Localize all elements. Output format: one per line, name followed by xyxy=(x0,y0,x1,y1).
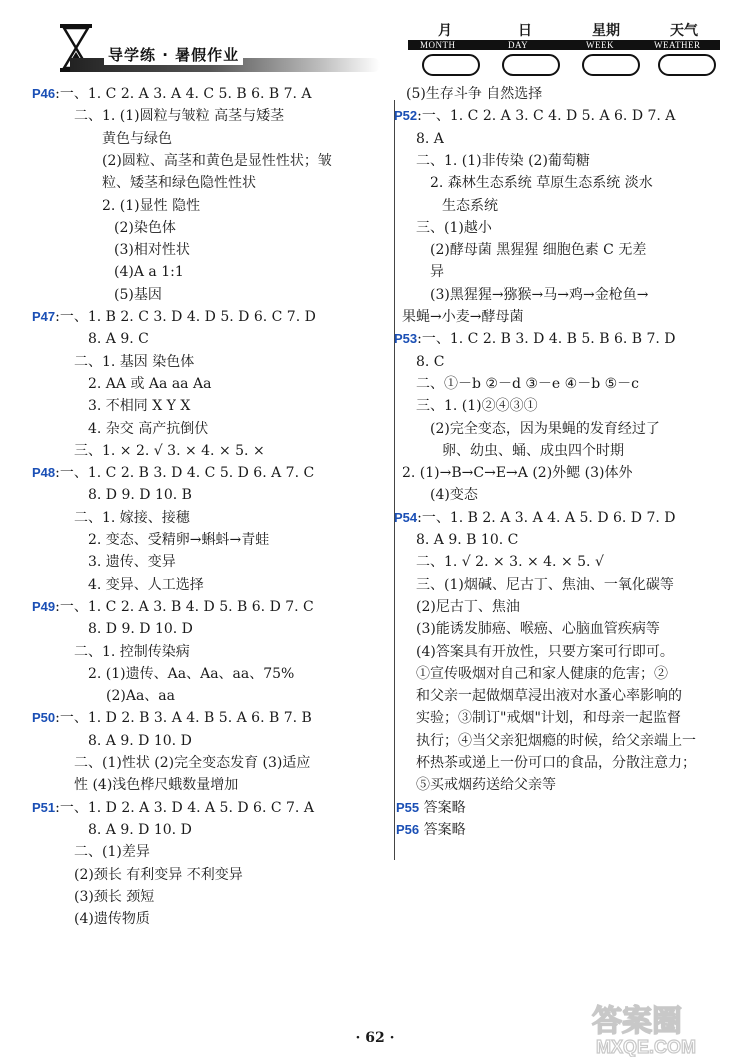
right-line xyxy=(430,262,444,282)
answer-text: 4. 变异、人工选择 xyxy=(88,576,204,593)
weather-field[interactable] xyxy=(658,54,716,76)
right-line xyxy=(416,129,444,149)
answer-text: (2)染色体 xyxy=(114,219,176,236)
right-line xyxy=(416,753,696,773)
watermark-text: 答案圈 xyxy=(592,1004,682,1039)
answer-text: :一、1. D 2. A 3. D 4. A 5. D 6. C 7. A xyxy=(55,799,314,816)
right-line xyxy=(396,820,466,840)
answer-text: 2. (1)遗传、Aa、Aa、aa、75% xyxy=(88,665,295,682)
watermark-logo xyxy=(586,997,736,1057)
answer-text: 2. 变态、受精卵→蝌蚪→青蛙 xyxy=(88,532,270,548)
page-ref-label: P52 xyxy=(394,108,418,124)
right-line xyxy=(394,106,675,126)
right-line xyxy=(406,84,542,104)
page-ref-label: P51 xyxy=(32,799,56,815)
answer-text: (3)颈长 颈短 xyxy=(74,888,155,905)
answer-text: 三、1. × 2. √ 3. × 4. × 5. × xyxy=(74,442,265,459)
right-line xyxy=(416,151,590,171)
answer-text: :一、1. B 2. C 3. D 4. D 5. D 6. C 7. D xyxy=(55,309,316,325)
page-ref-label: P55 xyxy=(396,799,420,815)
answer-text: 4. 杂交 高产抗倒伏 xyxy=(88,420,209,437)
left-line xyxy=(32,463,314,483)
left-line xyxy=(88,329,149,349)
right-line xyxy=(416,396,538,416)
left-line xyxy=(114,262,184,282)
answer-text: (4)变态 xyxy=(430,487,478,504)
month-label: 月 xyxy=(438,23,452,39)
answer-text: 果蝇→小麦→酵母菌 xyxy=(402,309,524,325)
answer-text: (3)相对性状 xyxy=(114,242,190,259)
left-line xyxy=(88,419,208,439)
right-line xyxy=(430,419,660,439)
right-line xyxy=(416,775,556,795)
right-line xyxy=(394,329,676,349)
right-line xyxy=(430,173,653,193)
answer-text: (4)A a 1:1 xyxy=(114,264,184,281)
left-line xyxy=(74,842,150,862)
answer-text: 三、(1)烟碱、尼古丁、焦油、一氧化碳等 xyxy=(416,576,674,593)
right-line xyxy=(430,485,478,505)
answer-text: 二、1. (1)非传染 (2)葡萄糖 xyxy=(416,152,590,169)
month-en: MONTH xyxy=(420,40,456,50)
right-line xyxy=(416,374,639,394)
answer-text: (2)圆粒、高茎和黄色是显性性状；皱 xyxy=(102,152,332,169)
answer-text: (3)黑猩猩→猕猴→马→鸡→金枪鱼→ xyxy=(430,286,649,303)
answer-text: 三、1. (1)②④③① xyxy=(416,398,538,415)
answer-text: 3. 不相同 X Y X xyxy=(88,398,191,415)
answer-text: (2)颈长 有利变异 不利变异 xyxy=(74,866,243,883)
left-line xyxy=(114,218,176,238)
left-line xyxy=(74,508,190,528)
left-line xyxy=(74,642,190,662)
right-line xyxy=(396,798,466,818)
right-line xyxy=(402,463,632,483)
answer-text: 2. AA 或 Aa aa Aa xyxy=(88,375,212,392)
right-line xyxy=(416,642,674,662)
answer-text: 黄色与绿色 xyxy=(102,130,172,147)
answer-text: 生态系统 xyxy=(442,197,498,214)
answer-text: 答案略 xyxy=(419,821,466,838)
left-line xyxy=(102,196,200,216)
answer-text: 二、1. √ 2. × 3. × 4. × 5. √ xyxy=(416,554,604,571)
answer-text: 二、1. 基因 染色体 xyxy=(74,353,195,370)
left-line xyxy=(88,552,176,572)
answer-text: 8. D 9. D 10. B xyxy=(88,487,192,504)
answer-text: 3. 遗传、变异 xyxy=(88,554,176,571)
left-line xyxy=(74,441,265,461)
left-line xyxy=(88,664,294,684)
answer-text: (2)Aa、aa xyxy=(106,688,175,705)
month-field[interactable] xyxy=(422,54,480,76)
page-number: · 62 · xyxy=(355,1030,395,1046)
answer-text: :一、1. C 2. B 3. D 4. C 5. D 6. A 7. C xyxy=(55,465,315,482)
answer-text: 粒、矮茎和绿色隐性性状 xyxy=(102,175,256,192)
right-line xyxy=(416,619,660,639)
answer-text: :一、1. B 2. A 3. A 4. A 5. D 6. D 7. D xyxy=(417,509,676,526)
left-line xyxy=(74,865,243,885)
left-line xyxy=(88,485,192,505)
answer-text: 执行；④当父亲犯烟瘾的时候，给父亲端上一 xyxy=(416,732,696,749)
answer-text: :一、1. C 2. A 3. C 4. D 5. A 6. D 7. A xyxy=(417,108,676,125)
answer-text: 8. A 9. C xyxy=(88,331,149,348)
left-line xyxy=(88,396,190,416)
answer-text: 8. A 9. D 10. D xyxy=(88,821,192,838)
page-ref-label: P47 xyxy=(32,309,56,324)
answer-text: 三、(1)越小 xyxy=(416,219,492,236)
answer-text: (4)遗传物质 xyxy=(74,911,150,928)
left-line xyxy=(74,775,238,795)
right-line xyxy=(402,307,523,327)
answer-text: 异 xyxy=(430,264,444,281)
answer-text: (5)生存斗争 自然选择 xyxy=(406,86,543,102)
answer-text: :一、1. C 2. A 3. A 4. C 5. B 6. B 7. A xyxy=(55,86,312,102)
page-ref-label: P46 xyxy=(32,86,56,101)
left-line xyxy=(114,285,162,305)
right-line xyxy=(442,441,624,461)
answer-text: 8. A 9. B 10. C xyxy=(416,532,519,548)
answer-text: 答案略 xyxy=(419,799,466,816)
answer-text: 性 (4)浅色桦尺蛾数量增加 xyxy=(74,777,239,794)
page-ref-label: P53 xyxy=(394,331,418,347)
left-line xyxy=(74,352,194,372)
page-ref-label: P54 xyxy=(394,509,418,525)
right-line xyxy=(430,240,646,260)
right-line xyxy=(416,597,520,617)
left-line xyxy=(32,798,314,818)
answer-text: :一、1. C 2. B 3. D 4. B 5. B 6. B 7. D xyxy=(417,331,676,348)
answer-text: 和父亲一起做烟草浸出液对水蚤心率影响的 xyxy=(416,688,682,705)
left-line xyxy=(102,129,172,149)
week-field[interactable] xyxy=(582,54,640,76)
answer-text: (4)答案具有开放性，只要方案可行即可。 xyxy=(416,643,674,660)
left-line xyxy=(32,708,312,728)
watermark-url: MXQE.COM xyxy=(596,1037,697,1057)
answer-text: 二、(1)差异 xyxy=(74,844,150,861)
answer-text: 二、(1)性状 (2)完全变态发育 (3)适应 xyxy=(74,755,311,771)
right-line xyxy=(416,352,445,372)
page-ref-label: P48 xyxy=(32,465,56,481)
answer-text: 8. D 9. D 10. D xyxy=(88,621,193,638)
answer-text: (5)基因 xyxy=(114,286,162,303)
day-en: DAY xyxy=(508,40,529,50)
page-ref-label: P56 xyxy=(396,821,420,837)
page-ref-label: P50 xyxy=(32,710,56,726)
answer-text: ⑤买戒烟药送给父亲等 xyxy=(416,777,556,794)
right-line xyxy=(416,530,518,550)
left-line xyxy=(88,374,211,394)
answer-text: 8. A xyxy=(416,130,444,147)
left-line xyxy=(32,84,312,104)
answer-text: 2. 森林生态系统 草原生态系统 淡水 xyxy=(430,175,653,192)
left-line xyxy=(102,151,332,171)
left-line xyxy=(88,731,192,751)
left-line xyxy=(88,530,269,550)
answer-text: 二、①－b ②－d ③－e ④－b ⑤－c xyxy=(416,375,640,392)
right-line xyxy=(416,708,681,728)
left-line xyxy=(74,753,310,773)
answer-text: 杯热茶或递上一份可口的食品，分散注意力； xyxy=(416,755,696,771)
brand-title: 导学练 · 暑假作业 xyxy=(104,44,243,65)
right-line xyxy=(416,218,492,238)
answer-text: 二、1. 嫁接、接穗 xyxy=(74,509,190,526)
day-label: 日 xyxy=(518,23,532,39)
answer-text: 8. A 9. D 10. D xyxy=(88,732,192,749)
answer-text: :一、1. C 2. A 3. B 4. D 5. B 6. D 7. C xyxy=(55,598,314,615)
answer-text: (2)酵母菌 黑猩猩 细胞色素 C 无差 xyxy=(430,242,647,259)
answer-text: 卵、幼虫、蛹、成虫四个时期 xyxy=(442,442,624,459)
left-line xyxy=(88,820,192,840)
answer-text: 二、1. (1)圆粒与皱粒 高茎与矮茎 xyxy=(74,108,285,125)
answer-text: ①宣传吸烟对自己和家人健康的危害；② xyxy=(416,665,668,682)
answer-text: (2)尼古丁、焦油 xyxy=(416,598,520,615)
right-line xyxy=(416,686,682,706)
column-divider xyxy=(394,100,395,860)
right-line xyxy=(394,508,676,528)
date-weather-box xyxy=(408,20,720,80)
right-line xyxy=(442,196,498,216)
answer-text: 2. (1)→B→C→E→A (2)外鳃 (3)体外 xyxy=(402,465,633,482)
right-line xyxy=(416,575,674,595)
left-line xyxy=(88,575,204,595)
left-line xyxy=(32,307,316,327)
left-line xyxy=(74,106,284,126)
left-line xyxy=(114,240,190,260)
week-label: 星期 xyxy=(592,23,620,39)
right-line xyxy=(416,552,604,572)
day-field[interactable] xyxy=(502,54,560,76)
page-ref-label: P49 xyxy=(32,598,56,614)
right-line xyxy=(416,731,696,751)
left-line xyxy=(106,686,175,706)
week-en: WEEK xyxy=(586,40,614,50)
right-line xyxy=(430,285,648,305)
weather-label: 天气 xyxy=(670,23,698,39)
left-line xyxy=(74,887,154,907)
left-line xyxy=(32,597,314,617)
answer-text: 实验；③制订"戒烟"计划，和母亲一起监督 xyxy=(416,710,681,727)
left-line xyxy=(74,909,150,929)
answer-text: (2)完全变态，因为果蝇的发育经过了 xyxy=(430,420,660,437)
weather-en: WEATHER xyxy=(654,40,701,50)
answer-text: :一、1. D 2. B 3. A 4. B 5. A 6. B 7. B xyxy=(55,710,312,727)
answer-text: 2. (1)显性 隐性 xyxy=(102,197,201,214)
left-line xyxy=(88,619,193,639)
answer-text: 8. C xyxy=(416,353,445,370)
right-line xyxy=(416,664,668,684)
answer-text: (3)能诱发肺癌、喉癌、心脑血管疾病等 xyxy=(416,621,660,638)
answer-text: 二、1. 控制传染病 xyxy=(74,643,190,660)
left-line xyxy=(102,173,256,193)
